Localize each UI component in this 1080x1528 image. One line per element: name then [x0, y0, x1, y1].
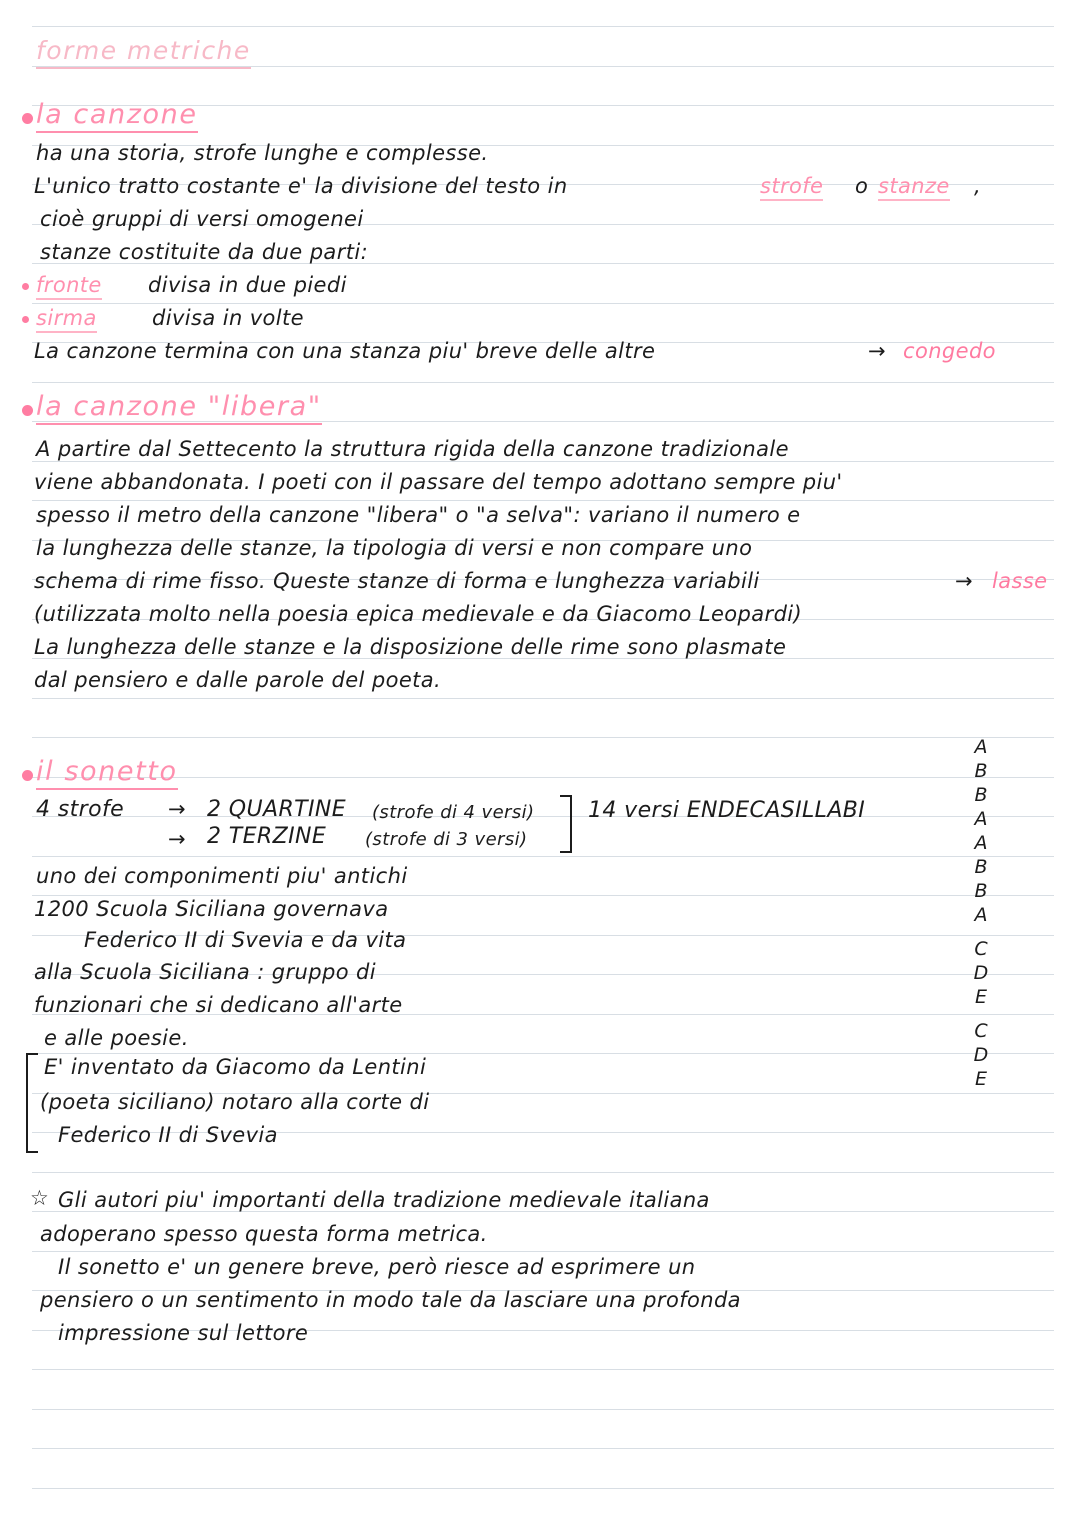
- text-line: L'unico tratto costante e' la divisione del testo in: [34, 174, 568, 198]
- rhyme-letter: E: [974, 986, 987, 1008]
- text-line: Federico II di Svevia: [58, 1123, 278, 1147]
- comma: ,: [974, 174, 982, 198]
- text-line: (utilizzata molto nella poesia epica medievale e da Giacomo Leopardi): [34, 602, 803, 626]
- text-line: cioè gruppi di versi omogenei: [40, 207, 364, 231]
- text-line: stanze costituite da due parti:: [40, 240, 369, 264]
- text-line: impressione sul lettore: [58, 1321, 309, 1345]
- rhyme-scheme-column: [968, 735, 994, 1091]
- text-line: Federico II di Svevia e da vita: [84, 928, 407, 952]
- rhyme-letter: B: [974, 784, 988, 806]
- heading-il-sonetto: il sonetto: [36, 756, 178, 790]
- text-line: E' inventato da Giacomo da Lentini: [44, 1055, 427, 1079]
- rhyme-letter: D: [973, 962, 989, 984]
- rhyme-letter: C: [974, 1020, 988, 1042]
- text-line: La lunghezza delle stanze e la disposizione delle rime sono plasmate: [34, 635, 787, 659]
- term-congedo: congedo: [903, 339, 996, 363]
- text-line: dal pensiero e dalle parole del poeta.: [34, 668, 442, 692]
- text-line: spesso il metro della canzone "libera" o "a selva": variano il numero e: [36, 503, 801, 527]
- sonetto-quartine-note: (strofe di 4 versi): [372, 802, 535, 823]
- text-line: uno dei componimenti piu' antichi: [36, 864, 408, 888]
- text-line: (poeta siciliano) notaro alla corte di: [40, 1090, 430, 1114]
- grouping-bracket: [26, 1053, 38, 1153]
- text-line: divisa in due piedi: [148, 273, 347, 297]
- text-line: adoperano spesso questa forma metrica.: [40, 1222, 488, 1246]
- heading-la-canzone: la canzone: [36, 99, 198, 133]
- rhyme-letter: A: [974, 736, 988, 758]
- sonetto-quartine: 2 QUARTINE: [207, 797, 347, 822]
- text-line: 1200 Scuola Siciliana governava: [34, 897, 389, 921]
- rhyme-letter: D: [973, 1044, 989, 1066]
- rhyme-letter: B: [974, 760, 988, 782]
- bullet-icon: [22, 316, 29, 323]
- text-line: funzionari che si dedicano all'arte: [34, 993, 403, 1017]
- arrow-icon: →: [955, 569, 973, 593]
- bullet-icon: [22, 113, 33, 124]
- text-line: viene abbandonata. I poeti con il passare del tempo adottano sempre piu': [34, 470, 843, 494]
- rhyme-letter: A: [974, 808, 988, 830]
- conjunction-o: o: [855, 174, 869, 198]
- term-sirma: sirma: [36, 306, 97, 333]
- text-line: La canzone termina con una stanza piu' breve delle altre: [34, 339, 656, 363]
- sonetto-versi-label: 14 versi ENDECASILLABI: [588, 798, 866, 823]
- term-lasse: lasse: [992, 569, 1048, 593]
- text-line: pensiero o un sentimento in modo tale da lasciare una profonda: [40, 1288, 741, 1312]
- text-line: Il sonetto e' un genere breve, però riesce ad esprimere un: [58, 1255, 696, 1279]
- sonetto-strofe-label: 4 strofe: [36, 797, 125, 822]
- sonetto-terzine: 2 TERZINE: [207, 824, 327, 849]
- highlight-strofe: strofe: [760, 174, 823, 201]
- highlight-stanze: stanze: [878, 174, 950, 201]
- bullet-icon: [22, 770, 33, 781]
- rhyme-letter: B: [974, 856, 988, 878]
- bullet-icon: [22, 283, 29, 290]
- sonetto-terzine-note: (strofe di 3 versi): [365, 829, 528, 850]
- text-line: A partire dal Settecento la struttura rigida della canzone tradizionale: [36, 437, 789, 461]
- text-line: alla Scuola Siciliana : gruppo di: [34, 960, 377, 984]
- bullet-icon: [22, 405, 33, 416]
- text-line: ha una storia, strofe lunghe e complesse.: [36, 141, 489, 165]
- arrow-icon: →: [868, 339, 886, 363]
- heading-la-canzone-libera: la canzone "libera": [36, 391, 322, 425]
- grouping-bracket: [560, 795, 572, 853]
- text-line: la lunghezza delle stanze, la tipologia di versi e non compare uno: [36, 536, 753, 560]
- rhyme-letter: A: [974, 904, 988, 926]
- rhyme-letter: A: [974, 832, 988, 854]
- text-line: divisa in volte: [152, 306, 304, 330]
- term-fronte: fronte: [36, 273, 102, 300]
- note-star-line: Gli autori piu' importanti della tradizione medievale italiana: [58, 1188, 710, 1212]
- rhyme-letter: C: [974, 938, 988, 960]
- arrow-icon: →: [168, 797, 186, 821]
- arrow-icon: →: [168, 827, 186, 851]
- page-title: forme metriche: [36, 36, 251, 69]
- star-icon: ☆: [30, 1186, 49, 1210]
- text-line: e alle poesie.: [44, 1026, 189, 1050]
- rhyme-letter: E: [974, 1068, 987, 1090]
- text-line: schema di rime fisso. Queste stanze di forma e lunghezza variabili: [34, 569, 760, 593]
- rhyme-letter: B: [974, 880, 988, 902]
